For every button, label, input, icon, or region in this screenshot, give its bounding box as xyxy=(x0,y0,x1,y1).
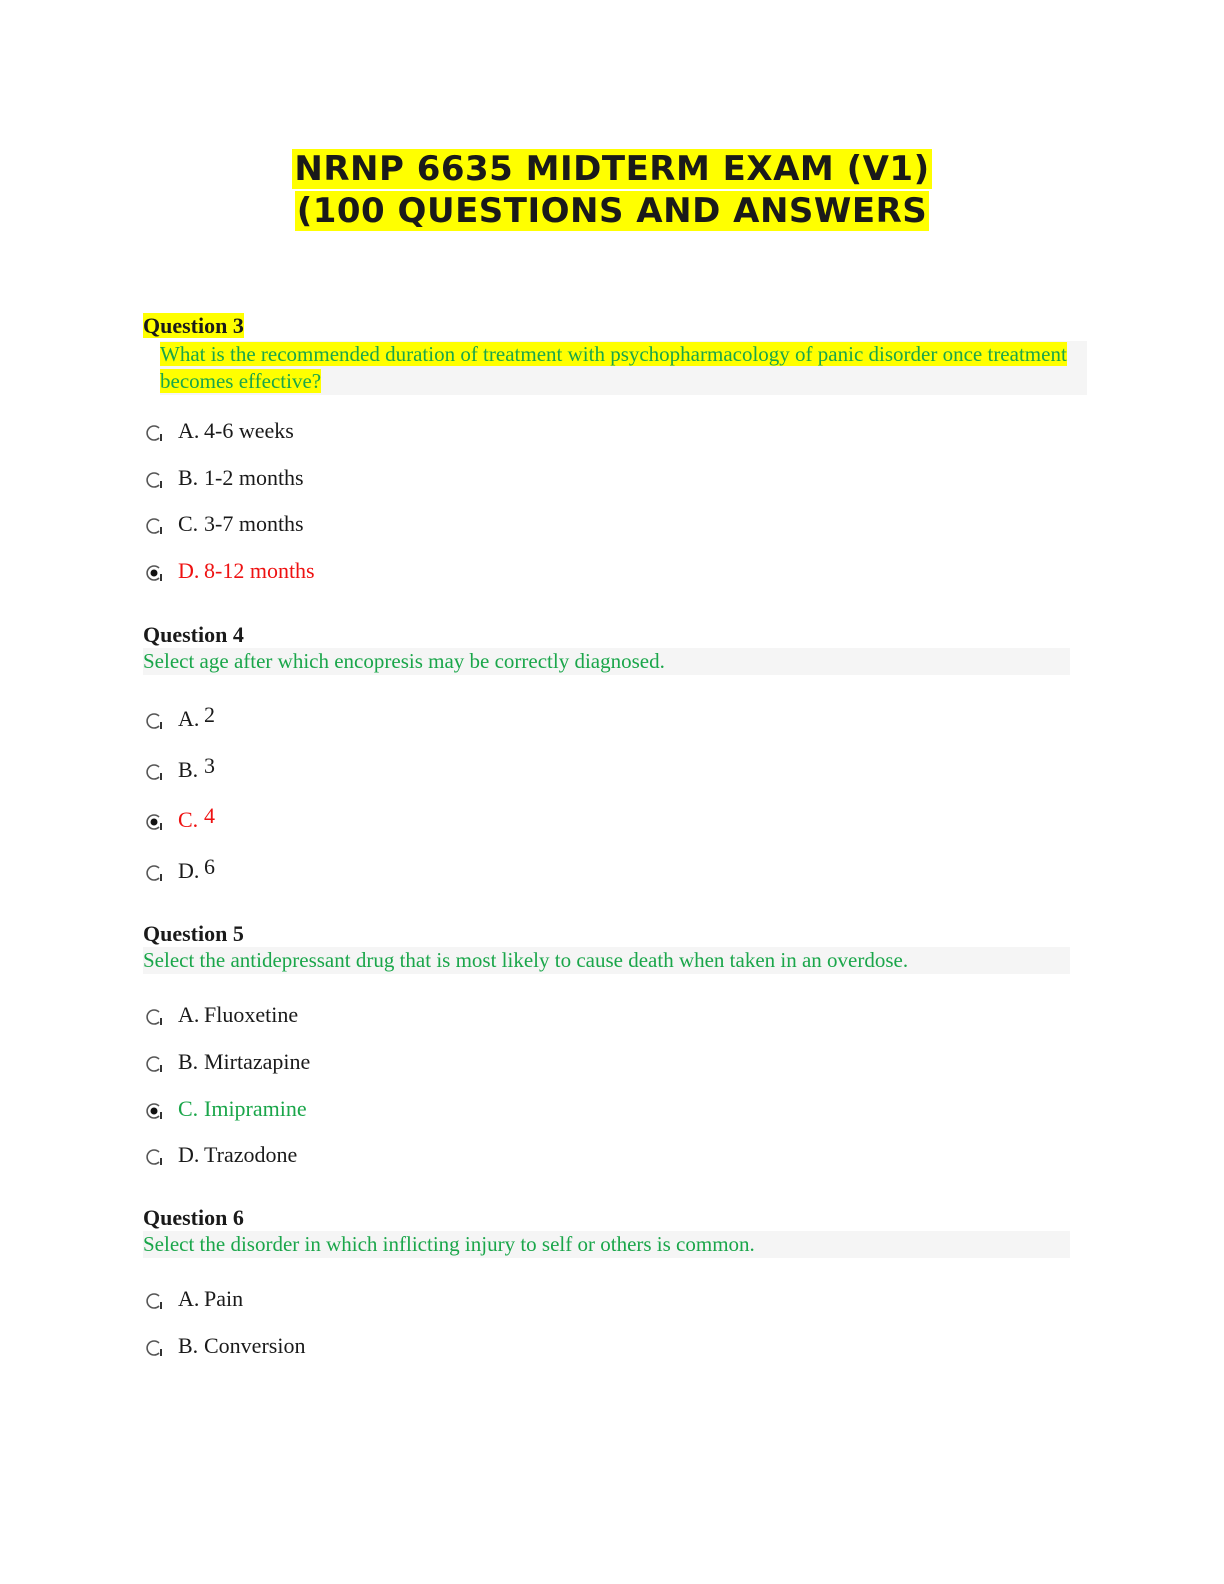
option-letter: A. xyxy=(178,1002,200,1027)
question-text: Select age after which encopresis may be correctly diagnosed. xyxy=(143,648,1070,675)
question-label: Question 5 xyxy=(143,921,244,946)
option-letter: D. xyxy=(178,1142,200,1167)
option-text: Imipramine xyxy=(204,1096,307,1121)
radio-unselected-icon[interactable] xyxy=(145,1339,163,1357)
question-label: Question 3 xyxy=(143,313,244,338)
option-text: Pain xyxy=(204,1286,244,1311)
radio-unselected-icon[interactable] xyxy=(145,471,163,489)
option-text: Mirtazapine xyxy=(204,1049,311,1074)
question-4 xyxy=(143,622,1083,883)
radio-unselected-icon[interactable] xyxy=(145,763,163,781)
option-letter: B. xyxy=(178,1333,199,1358)
option-letter: D. xyxy=(178,558,200,583)
option-letter: C. xyxy=(178,511,199,536)
radio-selected-icon[interactable] xyxy=(145,813,163,831)
option-text: 3 xyxy=(204,753,215,778)
radio-unselected-icon[interactable] xyxy=(145,1055,163,1073)
title-line-1: NRNP 6635 MIDTERM EXAM (V1) xyxy=(294,149,930,189)
radio-unselected-icon[interactable] xyxy=(145,1148,163,1166)
question-3 xyxy=(143,313,1083,583)
option-text: Fluoxetine xyxy=(204,1002,299,1027)
radio-selected-icon[interactable] xyxy=(145,564,163,582)
option-letter: A. xyxy=(178,706,200,731)
radio-unselected-icon[interactable] xyxy=(145,864,163,882)
option-text: Conversion xyxy=(204,1333,306,1358)
radio-unselected-icon[interactable] xyxy=(145,424,163,442)
document-title xyxy=(0,148,1224,232)
question-5 xyxy=(143,921,1083,1167)
radio-unselected-icon[interactable] xyxy=(145,712,163,730)
option-text: 6 xyxy=(204,854,215,879)
option-letter: B. xyxy=(178,757,199,782)
question-text: Select the antidepressant drug that is most likely to cause death when taken in an overdose. xyxy=(143,947,1070,974)
question-label: Question 4 xyxy=(143,622,244,647)
option-text: Trazodone xyxy=(204,1142,298,1167)
option-text: 1-2 months xyxy=(204,465,304,490)
title-line-2: (100 QUESTIONS AND ANSWERS xyxy=(296,191,928,231)
option-text: 8-12 months xyxy=(204,558,315,583)
option-letter: B. xyxy=(178,1049,199,1074)
option-letter: C. xyxy=(178,1096,199,1121)
question-label: Question 6 xyxy=(143,1205,244,1230)
option-text: 4 xyxy=(204,803,215,828)
radio-unselected-icon[interactable] xyxy=(145,1008,163,1026)
option-text: 4-6 weeks xyxy=(204,418,294,443)
option-text: 3-7 months xyxy=(204,511,304,536)
option-letter: C. xyxy=(178,807,199,832)
radio-unselected-icon[interactable] xyxy=(145,1292,163,1310)
option-text: 2 xyxy=(204,702,215,727)
radio-unselected-icon[interactable] xyxy=(145,517,163,535)
question-text: What is the recommended duration of treatment with psychopharmacology of panic disorder once treatment becomes effective? xyxy=(160,341,1087,395)
option-letter: D. xyxy=(178,858,200,883)
question-text: Select the disorder in which inflicting injury to self or others is common. xyxy=(143,1231,1070,1258)
option-letter: B. xyxy=(178,465,199,490)
option-letter: A. xyxy=(178,1286,200,1311)
question-6 xyxy=(143,1205,1083,1358)
radio-selected-icon[interactable] xyxy=(145,1102,163,1120)
option-letter: A. xyxy=(178,418,200,443)
